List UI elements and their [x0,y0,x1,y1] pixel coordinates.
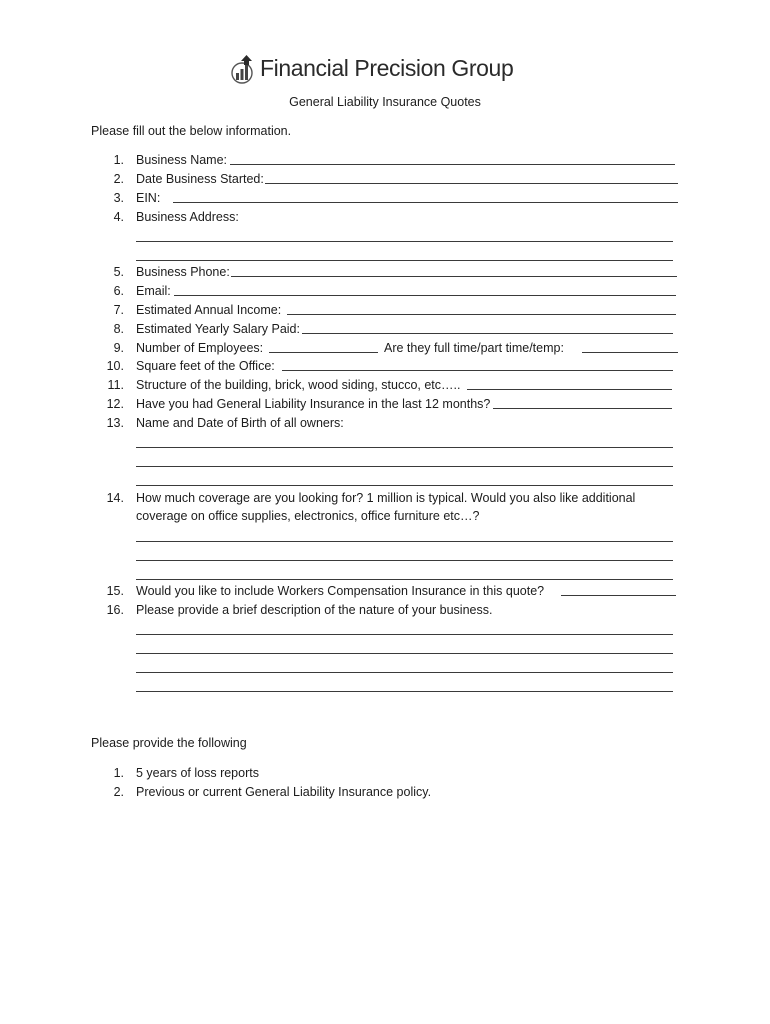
question-coverage: 14. How much coverage are you looking for? 1 million is typical. Would you also like additional [106,491,636,505]
salary-paid-field[interactable] [302,321,673,334]
employment-type-field[interactable] [582,340,678,353]
chart-arrow-icon [230,51,258,85]
form-title: General Liability Insurance Quotes [289,95,481,109]
date-started-field[interactable] [265,171,678,184]
question-email: 6. Email: [0,283,770,299]
question-workers-comp: 15. Would you like to include Workers Compensation Insurance in this quote? [0,583,770,599]
provide-item-policy: 2. Previous or current General Liability Insurance policy. [113,785,432,799]
description-line-2[interactable] [136,652,673,654]
question-business-phone: 5. Business Phone: [0,264,770,280]
description-line-1[interactable] [136,633,673,635]
question-annual-income: 7. Estimated Annual Income: [0,302,770,318]
provide-item-loss-reports: 1. 5 years of loss reports [113,766,259,780]
business-address-line-2[interactable] [136,259,673,261]
prior-insurance-field[interactable] [493,396,672,409]
question-ein: 3. EIN: [0,190,770,206]
form-intro: Please fill out the below information. [91,124,292,138]
workers-comp-field[interactable] [561,583,676,596]
question-business-name: 1. Business Name: [0,152,770,168]
company-logo [230,48,513,88]
question-prior-insurance: 12. Have you had General Liability Insurance in the last 12 months? [0,396,770,412]
question-building-structure: 11. Structure of the building, brick, wood siding, stucco, etc….. [0,377,770,393]
email-field[interactable] [174,283,676,296]
coverage-line-3[interactable] [136,578,673,580]
square-feet-field[interactable] [282,358,673,371]
owners-line-3[interactable] [136,484,673,486]
business-address-line-1[interactable] [136,240,673,242]
business-phone-field[interactable] [231,264,677,277]
owners-line-1[interactable] [136,446,673,448]
company-name: Financial Precision Group [260,54,514,81]
question-square-feet: 10. Square feet of the Office: [0,358,770,374]
employees-count-field[interactable] [269,340,378,353]
description-line-3[interactable] [136,671,673,673]
ein-field[interactable] [173,190,678,203]
question-owners: 13. Name and Date of Birth of all owners: [106,416,344,430]
question-salary-paid: 8. Estimated Yearly Salary Paid: [0,321,770,337]
question-business-address: 4. Business Address: [113,210,239,224]
description-line-4[interactable] [136,690,673,692]
coverage-line-2[interactable] [136,559,673,561]
coverage-line-1[interactable] [136,540,673,542]
building-structure-field[interactable] [467,377,672,390]
question-date-started: 2. Date Business Started: [0,171,770,187]
owners-line-2[interactable] [136,465,673,467]
annual-income-field[interactable] [287,302,676,315]
business-name-field[interactable] [230,152,675,165]
coverage-question-continued: coverage on office supplies, electronics, office furniture etc…? [136,509,480,523]
question-employees: 9. Number of Employees: Are they full time/part time/temp: [0,340,770,356]
question-business-description: 16. Please provide a brief description of the nature of your business. [106,603,493,617]
provide-heading: Please provide the following [91,736,247,750]
